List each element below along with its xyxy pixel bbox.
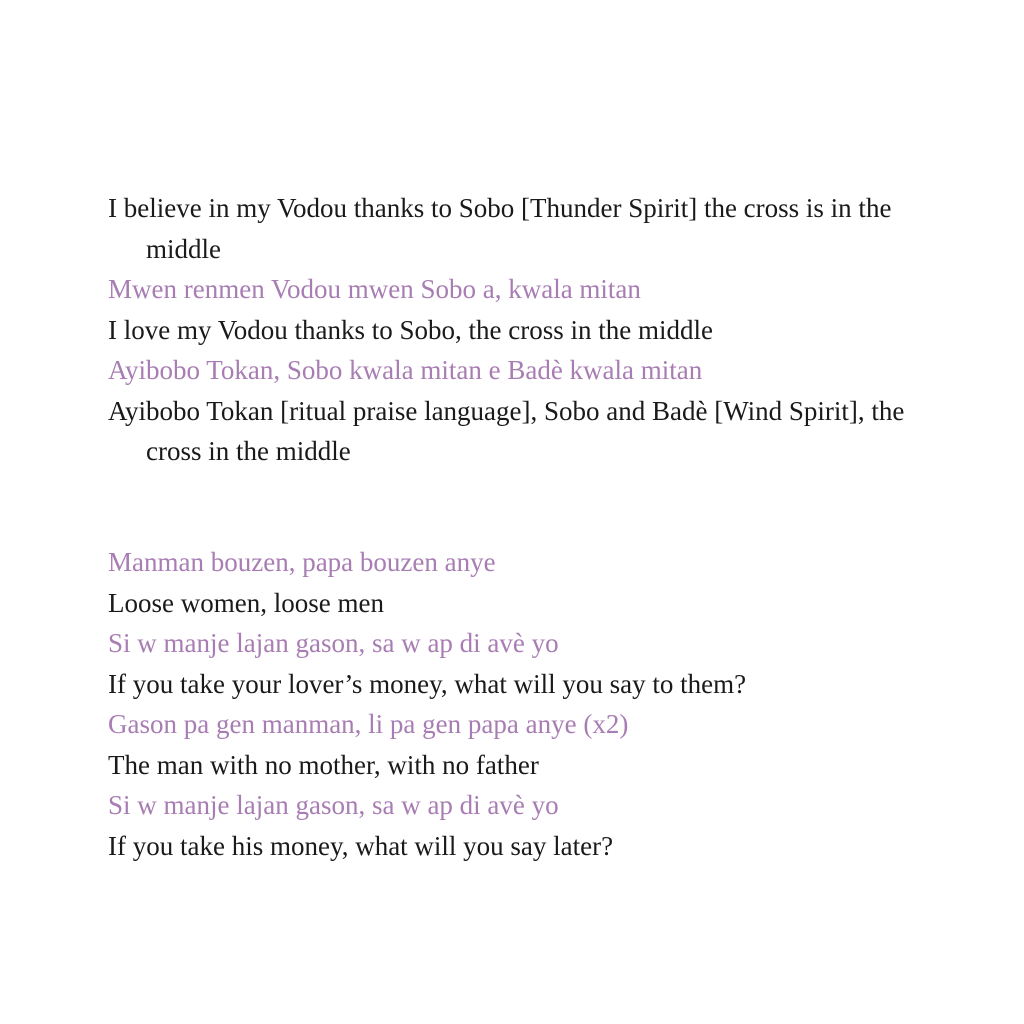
- kreyol-line: Si w manje lajan gason, sa w ap di avè yo: [108, 628, 559, 658]
- stanza-2: [108, 542, 938, 866]
- kreyol-line: Manman bouzen, papa bouzen anye: [108, 547, 496, 577]
- english-line: If you take his money, what will you say later?: [108, 830, 614, 861]
- english-line: Loose women, loose men: [108, 587, 384, 618]
- english-line: Ayibobo Tokan [ritual praise language], Sobo and Badè [Wind Spirit], the cross in the middle: [108, 395, 905, 466]
- kreyol-line: Mwen renmen Vodou mwen Sobo a, kwala mitan: [108, 274, 641, 304]
- kreyol-line: Gason pa gen manman, li pa gen papa anye (x2): [108, 709, 629, 739]
- english-line: If you take your lover’s money, what will you say to them?: [108, 668, 747, 699]
- english-line: The man with no mother, with no father: [108, 749, 539, 780]
- kreyol-line: Si w manje lajan gason, sa w ap di avè yo: [108, 790, 559, 820]
- stanza-1: [108, 188, 938, 472]
- english-line: I believe in my Vodou thanks to Sobo [Thunder Spirit] the cross is in the middle: [108, 193, 892, 264]
- kreyol-line: Ayibobo Tokan, Sobo kwala mitan e Badè kwala mitan: [108, 355, 703, 385]
- english-line: I love my Vodou thanks to Sobo, the cross in the middle: [108, 314, 713, 345]
